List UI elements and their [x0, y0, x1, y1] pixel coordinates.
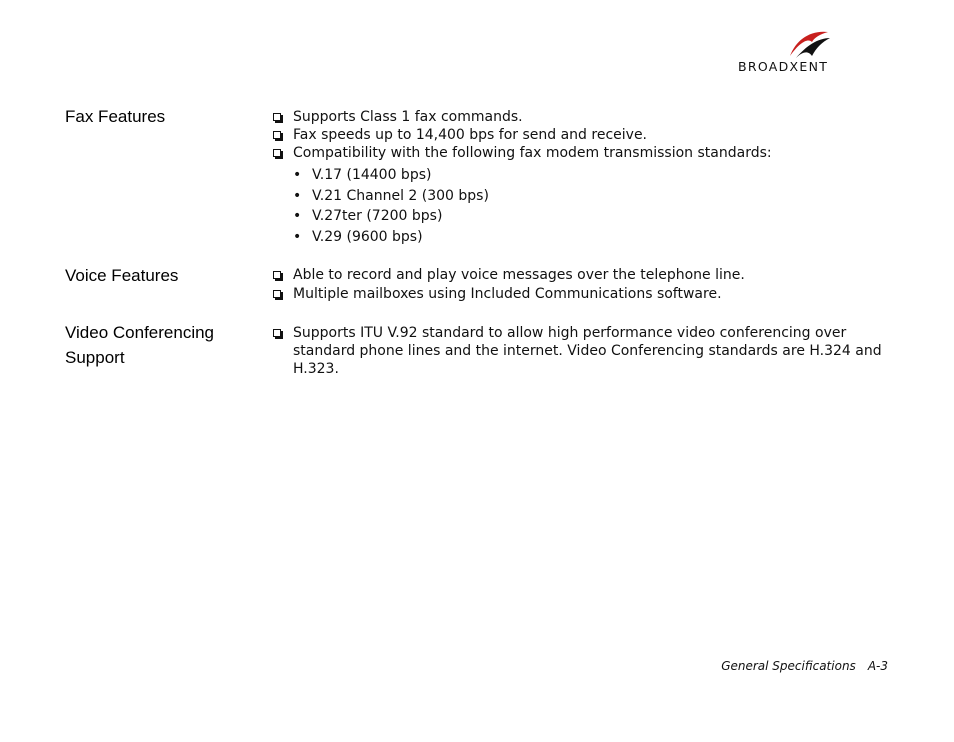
- section-heading: Voice Features: [65, 266, 179, 285]
- broadxent-logo: [736, 26, 882, 74]
- sublist-item: • V.21 Channel 2 (300 bps): [293, 186, 892, 207]
- list-item: Fax speeds up to 14,400 bps for send and receive.: [272, 126, 892, 144]
- bullet-dot-icon: •: [293, 228, 302, 245]
- list-item: Supports Class 1 fax commands.: [272, 108, 892, 126]
- list-item: Able to record and play voice messages over the telephone line.: [272, 266, 892, 284]
- bullet-dot-icon: •: [293, 167, 302, 183]
- feature-list: [272, 324, 892, 378]
- logo-wordmark: BROADXENT: [738, 59, 829, 74]
- checkbox-bullet-icon: [273, 290, 281, 298]
- section-heading: Fax Features: [65, 107, 166, 126]
- checkbox-bullet-icon: [273, 113, 281, 121]
- sublist-item: • V.29 (9600 bps): [293, 227, 892, 248]
- list-item: Compatibility with the following fax modem transmission standards: • V.17 (14400 bps) • V.21 Channel 2 (300 bps) • V.27ter (7200 bps) • V.29 (9600 bps): [272, 144, 892, 247]
- section-heading: [65, 320, 255, 370]
- checkbox-bullet-icon: [273, 271, 281, 279]
- page-number: A-3: [867, 659, 888, 673]
- section-heading-line: Video Conferencing: [65, 323, 215, 342]
- bullet-dot-icon: •: [293, 187, 302, 204]
- list-item: Multiple mailboxes using Included Communications software.: [272, 285, 892, 303]
- page-footer: [721, 659, 888, 673]
- footer-title: General Specifications: [721, 659, 856, 673]
- feature-list: [272, 266, 892, 303]
- checkbox-bullet-icon: [273, 329, 281, 337]
- logo-swoosh-icon: [736, 26, 882, 74]
- list-item: Supports ITU V.92 standard to allow high performance video conferencing over standard phone lines and the internet. Video Conferencing standards are H.324 and H.323.: [272, 324, 892, 378]
- checkbox-bullet-icon: [273, 131, 281, 139]
- section-heading-line: Support: [65, 348, 125, 367]
- standards-sublist: [293, 165, 892, 247]
- checkbox-bullet-icon: [273, 149, 281, 157]
- bullet-dot-icon: •: [293, 208, 302, 224]
- sublist-item: • V.27ter (7200 bps): [293, 206, 892, 227]
- feature-list: [272, 108, 892, 247]
- sublist-item: • V.17 (14400 bps): [293, 165, 892, 186]
